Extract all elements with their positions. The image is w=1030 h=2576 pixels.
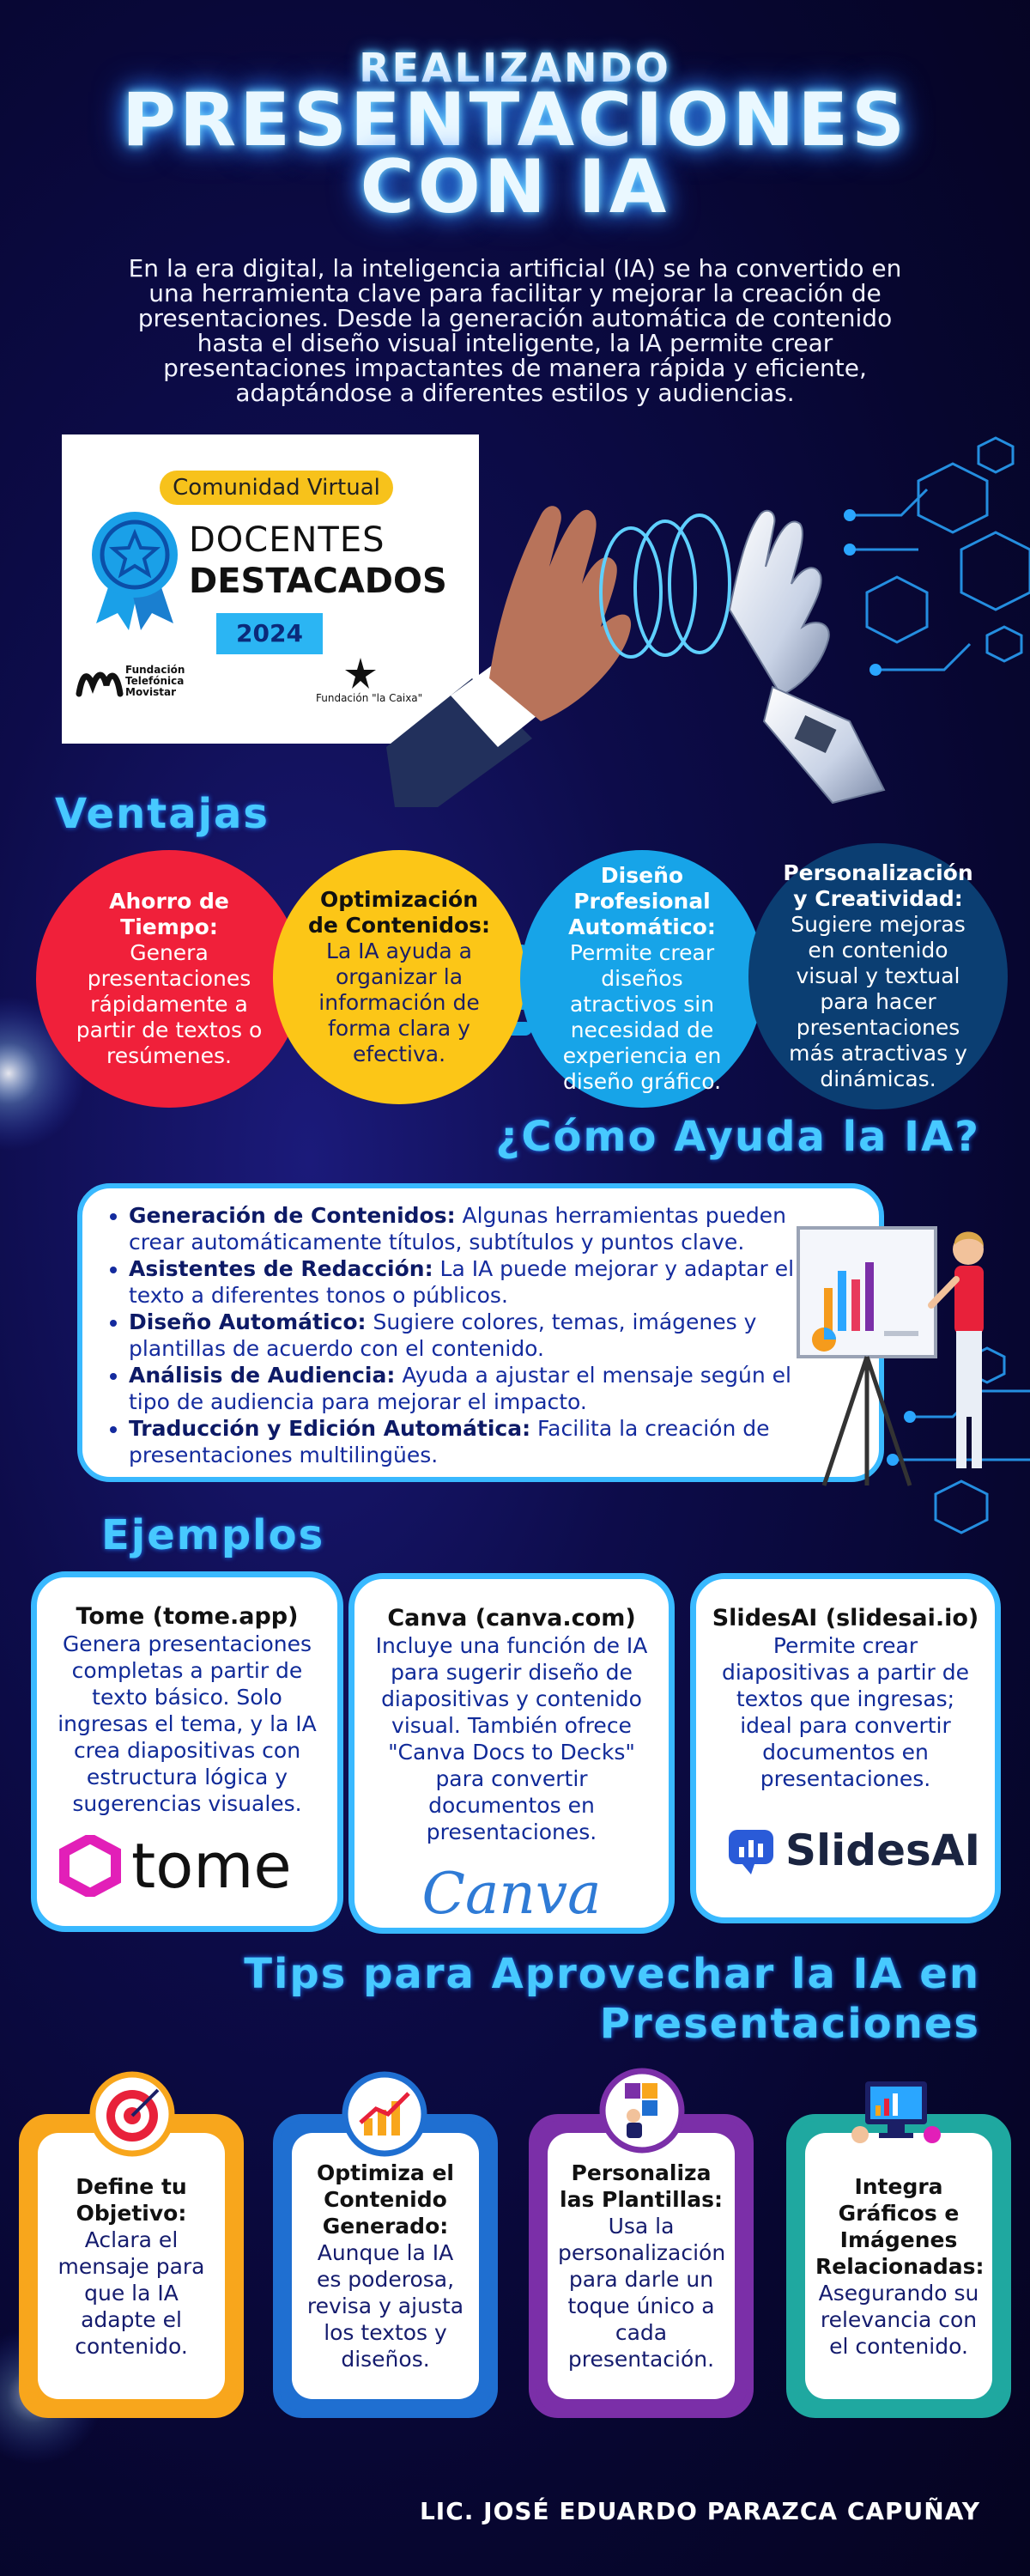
award-ribbon-icon [88,503,182,632]
human-robot-hands-illustration [369,464,918,807]
ventaja-card-4 [748,843,1008,1109]
example-text: Incluye una función de IA para sugerir diseño de diapositivas y contenido visual. También ofrece "Canva Docs to Decks" para convertir documentos en presentaciones. [375,1633,648,1844]
item-text: Algunas herramientas pueden crear automáticamente títulos, subtítulos y puntos clave. [129,1203,786,1255]
foundation-la-caixa: Fundación "la Caixa" [316,692,423,704]
author-credit: LIC. JOSÉ EDUARDO PARAZCA CAPUÑAY [419,2497,980,2525]
tip-content [38,2133,225,2399]
item-text: Facilita la creación de presentaciones multilingües. [129,1416,770,1467]
target-icon [89,2071,175,2157]
slidesai-logo [725,1825,980,1876]
tip-title: Optimiza el Contenido Generado: [317,2160,454,2239]
como-ayuda-list [82,1188,879,1468]
example-text: Permite crear diapositivas a partir de textos que ingresas; ideal para convertir documentos en presentaciones. [721,1633,970,1791]
tips-heading-line-2: Presentaciones [599,2000,980,2048]
growth-chart-icon [342,2071,427,2157]
puzzle-person-icon [599,2068,685,2154]
ventaja-text: Permite crear diseños atractivos sin necesidad de experiencia en diseño gráfico. [562,940,722,1094]
badge-line-2: DESTACADOS [189,562,447,601]
title-line-1: REALIZANDO [359,45,671,91]
example-card-tome[interactable] [31,1571,343,1932]
como-ayuda-box [77,1183,884,1482]
ejemplos-heading: Ejemplos [101,1511,325,1559]
tip-text: Aclara el mensaje para que la IA adapte el contenido. [58,2227,205,2359]
example-title: Canva (canva.com) [387,1605,636,1631]
foundation-telefonica: Fundación Telefónica Movistar [125,664,185,698]
ventaja-text: Genera presentaciones rápidamente a partir de textos o resúmenes. [76,940,263,1068]
ventaja-text: Sugiere mejoras en contenido visual y textual para hacer presentaciones más atractivas y dinámicas. [789,912,967,1091]
example-title: SlidesAI (slidesai.io) [712,1605,979,1631]
ventaja-card-3 [520,850,764,1108]
ventaja-text: La IA ayuda a organizar la información de forma clara y efectiva. [318,939,480,1066]
movistar-logo-icon [74,665,125,699]
item-text: La IA puede mejorar y adaptar el texto a diferentes tonos o públicos. [129,1256,795,1308]
tip-card-3 [529,2114,754,2418]
title-line-3: CON IA [360,144,670,230]
example-title: Tome (tome.app) [76,1603,299,1630]
item-title: Asistentes de Redacción: [129,1256,433,1281]
ventaja-card-2 [273,850,525,1104]
badge-year: 2024 [216,613,323,654]
item-text: Sugiere colores, temas, imágenes y plantillas de acuerdo con el contenido. [129,1309,757,1361]
tip-title: Integra Gráficos e Imágenes Relacionadas: [815,2173,985,2279]
tip-content [548,2133,735,2399]
presenter-whiteboard-illustration [790,1211,1021,1494]
tips-heading-line-1: Tips para Aprovechar la IA en [244,1950,980,1998]
ventaja-title: Ahorro de Tiempo: [109,889,229,939]
title-line-2: PRESENTACIONES [121,77,909,163]
tome-wordmark: tome [131,1830,292,1902]
tip-title: Define tu Objetivo: [76,2173,187,2226]
tip-card-4 [786,2114,1011,2418]
example-card-canva[interactable] [348,1573,675,1934]
tips-heading [244,1949,980,2049]
list-item [129,1202,810,1255]
item-title: Generación de Contenidos: [129,1203,456,1228]
ventaja-title: Diseño Profesional Automático: [568,863,716,939]
canva-wordmark: Canva [421,1861,602,1927]
example-text: Genera presentaciones completas a partir de texto básico. Solo ingresas el tema, y la IA crea diapositivas con estructura lógica y sugerencias visuales. [58,1631,317,1816]
tip-content [805,2133,992,2399]
tip-card-1 [19,2114,244,2418]
item-title: Traducción y Edición Automática: [129,1416,531,1441]
tip-card-2 [273,2114,498,2418]
tip-title: Personaliza las Plantillas: [560,2160,723,2212]
slidesai-logo-icon [725,1825,777,1876]
list-item [129,1309,810,1362]
badge-line-1: DOCENTES [189,520,385,560]
list-item [129,1415,810,1468]
tip-text: Aunque la IA es poderosa, revisa y ajusta los textos y diseños. [306,2240,464,2372]
ventajas-heading: Ventajas [55,790,270,838]
como-ayuda-heading: ¿Cómo Ayuda la IA? [495,1113,980,1161]
item-title: Diseño Automático: [129,1309,367,1334]
ventaja-title: Optimización de Contenidos: [307,887,491,938]
badge-pill: Comunidad Virtual [160,471,393,505]
list-item [129,1362,810,1415]
monitor-graphics-icon [850,2071,944,2157]
slidesai-wordmark: SlidesAI [785,1826,981,1875]
item-title: Análisis de Audiencia: [129,1363,396,1388]
list-item [129,1255,810,1309]
intro-paragraph: En la era digital, la inteligencia artificial (IA) se ha convertido en una herramienta clave para facilitar y mejorar la creación de presentaciones. Desde la generación automática de contenido hasta el diseño visual inteligente, la IA permite crear presentaciones impactantes de manera rápida y eficiente, adaptándose a diferentes estilos y audiencias. [128,254,902,407]
ventaja-card-1 [36,850,302,1108]
tome-logo-icon [59,1835,121,1897]
tip-content [292,2133,479,2399]
tip-text: Usa la personalización para darle un toque único a cada presentación. [558,2214,726,2372]
tip-text: Asegurando su relevancia con el contenido. [818,2280,979,2359]
ventaja-title: Personalización y Creatividad: [783,860,973,911]
example-card-slidesai[interactable] [690,1573,1001,1923]
tome-logo [59,1830,292,1902]
item-text: Ayuda a ajustar el mensaje según el tipo de audiencia para mejorar el impacto. [129,1363,791,1414]
